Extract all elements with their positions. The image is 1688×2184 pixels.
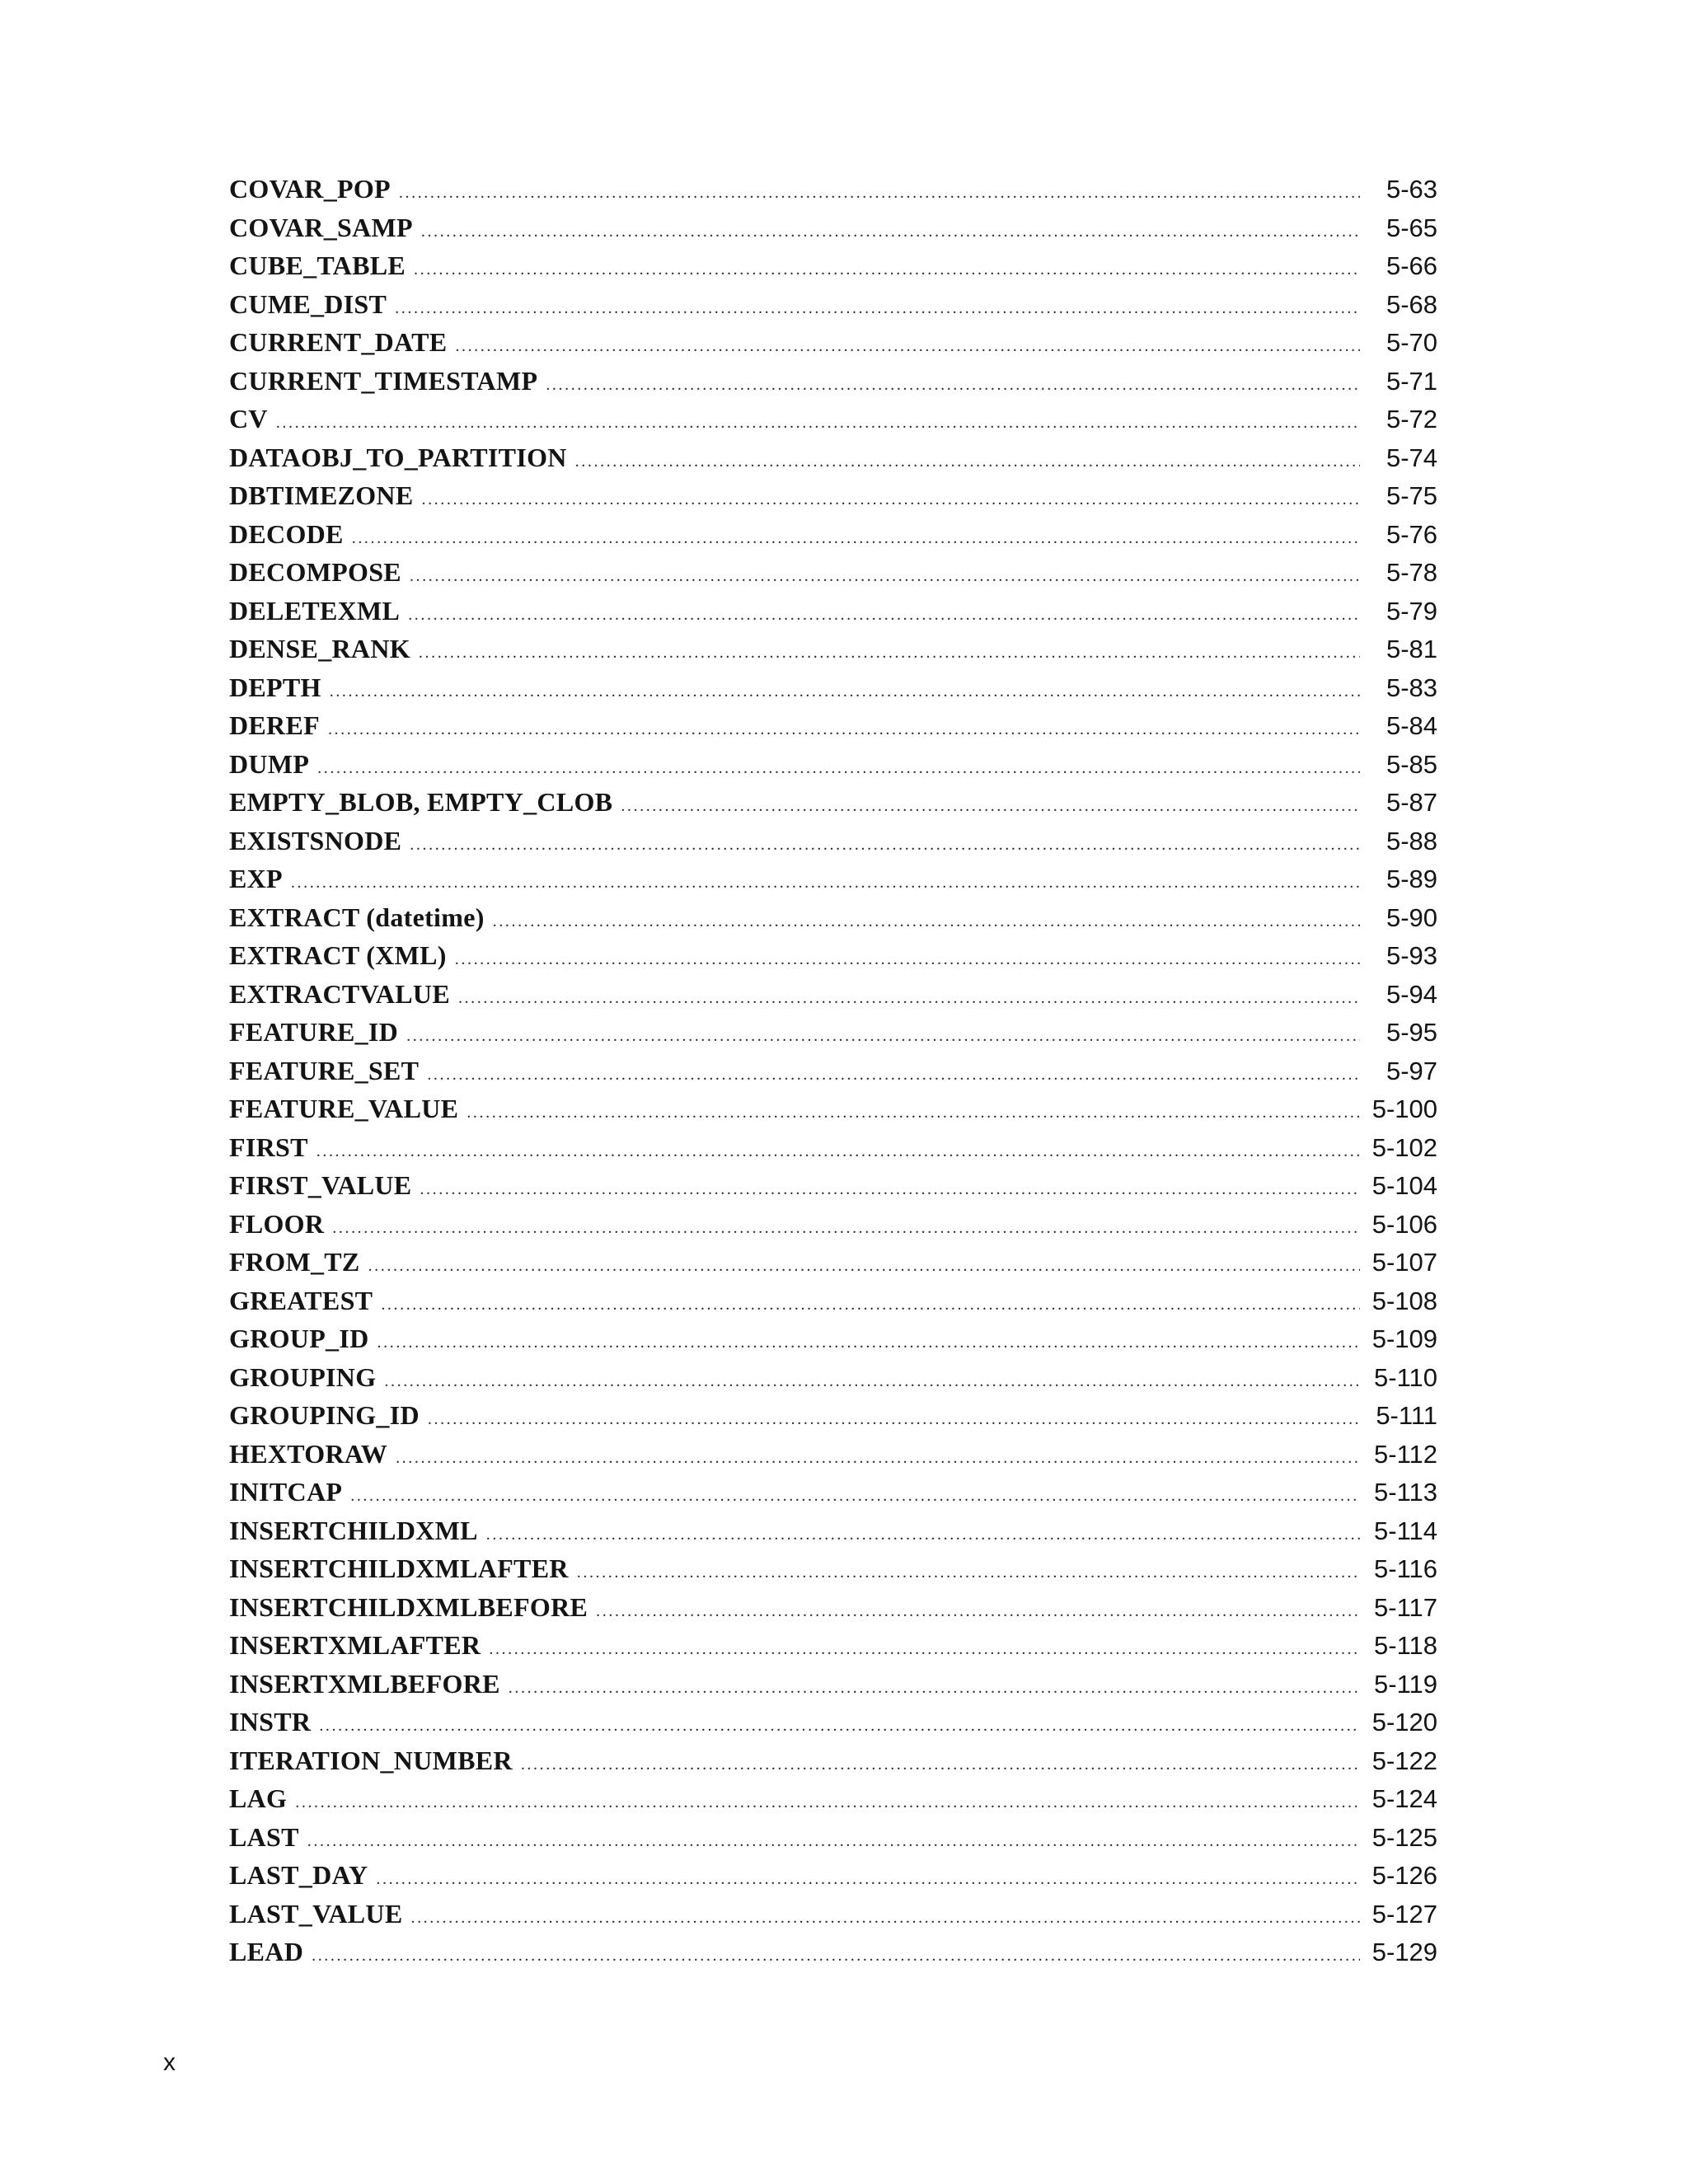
toc-entry-page-number: 5-85 [1386, 749, 1437, 779]
toc-entry-page-number: 5-93 [1386, 941, 1437, 970]
dot-leader [621, 787, 1360, 826]
toc-entry-page-number: 5-129 [1372, 1938, 1437, 1966]
toc-entry[interactable] [229, 1473, 1437, 1511]
toc-entry-page-number: 5-106 [1372, 1209, 1437, 1239]
toc-entry[interactable] [229, 1588, 1437, 1627]
dot-leader [467, 1094, 1360, 1132]
toc-entry-title[interactable]: GREATEST [229, 1285, 373, 1315]
toc-entry-title[interactable]: ITERATION_NUMBER [229, 1745, 513, 1775]
dot-leader [276, 404, 1360, 443]
dot-leader [317, 749, 1360, 788]
toc-entry-title[interactable]: INSTR [229, 1707, 312, 1736]
toc-entry[interactable] [229, 783, 1437, 822]
toc-entry-page-number: 5-117 [1374, 1592, 1437, 1622]
toc-entry[interactable] [229, 898, 1437, 937]
dot-leader [312, 1937, 1360, 1975]
toc-entry-title[interactable]: DBTIMEZONE [229, 480, 414, 510]
toc-entry[interactable] [229, 1895, 1437, 1933]
dot-leader [319, 1707, 1360, 1746]
toc-entry[interactable] [229, 1856, 1437, 1895]
toc-entry-title[interactable]: CURRENT_TIMESTAMP [229, 365, 538, 396]
toc-entry[interactable] [229, 1090, 1437, 1128]
toc-entry-title[interactable]: GROUPING_ID [229, 1400, 420, 1430]
dot-leader [489, 1630, 1360, 1669]
toc-entry-page-number: 5-97 [1386, 1056, 1437, 1085]
table-of-contents [229, 170, 1437, 1971]
toc-entry-title[interactable]: INITCAP [229, 1477, 343, 1507]
toc-entry-page-number: 5-83 [1386, 673, 1437, 702]
toc-entry-title[interactable]: DATAOBJ_TO_PARTITION [229, 442, 567, 472]
toc-entry-title[interactable]: CUBE_TABLE [229, 251, 406, 280]
toc-entry[interactable] [229, 1128, 1437, 1167]
toc-entry-title[interactable]: INSERTXMLBEFORE [229, 1668, 500, 1699]
toc-entry[interactable] [229, 1243, 1437, 1282]
dot-leader [377, 1324, 1360, 1362]
dot-leader [406, 1017, 1360, 1056]
toc-entry[interactable] [229, 936, 1437, 975]
toc-entry[interactable] [229, 246, 1437, 285]
dot-leader [381, 1286, 1360, 1324]
toc-entry[interactable] [229, 1435, 1437, 1474]
dot-leader [295, 1783, 1360, 1822]
toc-entry-page-number: 5-112 [1374, 1439, 1437, 1469]
toc-entry[interactable] [229, 438, 1437, 477]
toc-entry[interactable] [229, 1511, 1437, 1550]
toc-entry[interactable] [229, 1013, 1437, 1052]
toc-entry-title[interactable]: DECOMPOSE [229, 557, 401, 587]
dot-leader [427, 1056, 1360, 1094]
dot-leader [410, 826, 1360, 865]
toc-entry[interactable] [229, 1779, 1437, 1818]
toc-entry[interactable] [229, 362, 1437, 401]
toc-entry-page-number: 5-65 [1386, 213, 1437, 242]
toc-entry-title[interactable]: CV [229, 404, 268, 434]
toc-entry-title[interactable]: DUMP [229, 748, 310, 779]
toc-entry-page-number: 5-75 [1386, 481, 1437, 510]
toc-entry-title[interactable]: INSERTXMLAFTER [229, 1630, 481, 1660]
toc-entry-title[interactable]: LAST_DAY [229, 1860, 368, 1890]
dot-leader [509, 1669, 1360, 1708]
toc-entry[interactable] [229, 1282, 1437, 1320]
toc-entry[interactable] [229, 553, 1437, 592]
toc-entry-title[interactable]: FEATURE_ID [229, 1017, 399, 1047]
toc-entry[interactable] [229, 400, 1437, 438]
toc-entry[interactable] [229, 170, 1437, 209]
toc-entry-title[interactable]: DEREF [229, 710, 320, 740]
toc-entry[interactable] [229, 323, 1437, 362]
toc-entry-page-number: 5-111 [1376, 1401, 1437, 1430]
toc-entry-title[interactable]: LAST [229, 1821, 299, 1852]
toc-entry[interactable] [229, 592, 1437, 630]
toc-entry-title[interactable]: EXTRACT (datetime) [229, 902, 485, 932]
toc-entry-page-number: 5-89 [1386, 865, 1437, 893]
toc-entry-page-number: 5-94 [1386, 979, 1437, 1009]
toc-entry-page-number: 5-113 [1374, 1478, 1437, 1507]
toc-entry[interactable] [229, 668, 1437, 707]
toc-entry[interactable] [229, 209, 1437, 247]
toc-entry-page-number: 5-78 [1386, 558, 1437, 587]
toc-entry-page-number: 5-90 [1386, 902, 1437, 932]
toc-entry-page-number: 5-109 [1372, 1324, 1437, 1353]
dot-leader [376, 1860, 1360, 1899]
toc-entry-page-number: 5-102 [1372, 1132, 1437, 1162]
dot-leader [410, 1899, 1360, 1938]
toc-entry-title[interactable]: INSERTCHILDXMLBEFORE [229, 1591, 588, 1622]
dot-leader [332, 1209, 1360, 1248]
toc-entry[interactable] [229, 1665, 1437, 1704]
toc-entry[interactable] [229, 706, 1437, 745]
toc-entry-title[interactable]: GROUPING [229, 1361, 377, 1392]
toc-entry-title[interactable]: FIRST_VALUE [229, 1170, 412, 1200]
toc-entry[interactable] [229, 1319, 1437, 1358]
toc-entry-page-number: 5-70 [1386, 328, 1437, 357]
toc-entry-title[interactable]: EXTRACT (XML) [229, 940, 447, 970]
dot-leader [421, 213, 1360, 251]
toc-entry-title[interactable]: EXTRACTVALUE [229, 978, 450, 1009]
toc-entry-title[interactable]: FROM_TZ [229, 1247, 360, 1277]
toc-entry-title[interactable]: DELETEXML [229, 595, 401, 626]
dot-leader [596, 1592, 1360, 1631]
toc-entry-page-number: 5-72 [1386, 405, 1437, 434]
dot-leader [455, 940, 1360, 979]
toc-entry[interactable] [229, 1933, 1437, 1971]
toc-entry-title[interactable]: DEPTH [229, 672, 321, 702]
toc-entry-title[interactable]: LEAD [229, 1937, 304, 1966]
dot-leader [330, 673, 1360, 711]
toc-entry-page-number: 5-87 [1386, 788, 1437, 817]
toc-entry-title[interactable]: FIRST [229, 1132, 308, 1162]
dot-leader [458, 979, 1360, 1018]
dot-leader [291, 864, 1360, 902]
toc-entry[interactable] [229, 1205, 1437, 1244]
toc-entry-title[interactable]: CUME_DIST [229, 288, 387, 319]
toc-entry[interactable] [229, 1396, 1437, 1435]
dot-leader [419, 634, 1360, 673]
toc-entry-page-number: 5-84 [1386, 711, 1437, 740]
dot-leader [384, 1362, 1360, 1401]
toc-entry-page-number: 5-95 [1386, 1018, 1437, 1047]
toc-entry-title[interactable]: GROUP_ID [229, 1324, 369, 1353]
toc-entry-title[interactable]: DECODE [229, 518, 344, 549]
toc-entry-page-number: 5-104 [1372, 1171, 1437, 1200]
dot-leader [396, 1439, 1360, 1478]
toc-entry[interactable] [229, 1052, 1437, 1090]
dot-leader [408, 596, 1360, 635]
toc-entry[interactable] [229, 1741, 1437, 1780]
dot-leader [399, 174, 1360, 213]
dot-leader [307, 1822, 1360, 1861]
dot-leader [328, 710, 1360, 749]
toc-entry-title[interactable]: COVAR_SAMP [229, 212, 413, 242]
toc-entry[interactable] [229, 822, 1437, 860]
toc-entry[interactable] [229, 285, 1437, 324]
toc-entry-page-number: 5-116 [1374, 1554, 1437, 1583]
dot-leader [493, 902, 1360, 941]
toc-entry[interactable] [229, 975, 1437, 1014]
dot-leader [521, 1746, 1360, 1784]
toc-entry-page-number: 5-126 [1372, 1861, 1437, 1890]
toc-entry-page-number: 5-107 [1372, 1248, 1437, 1277]
toc-entry-page-number: 5-76 [1386, 519, 1437, 549]
toc-entry-page-number: 5-114 [1374, 1516, 1437, 1545]
toc-entry[interactable] [229, 745, 1437, 784]
toc-entry[interactable] [229, 860, 1437, 898]
toc-entry-page-number: 5-125 [1372, 1822, 1437, 1852]
toc-entry-title[interactable]: DENSE_RANK [229, 634, 410, 663]
toc-entry-page-number: 5-127 [1372, 1899, 1437, 1929]
dot-leader [455, 327, 1360, 366]
dot-leader [428, 1400, 1360, 1439]
dot-leader [352, 519, 1360, 558]
toc-entry-page-number: 5-118 [1374, 1631, 1437, 1660]
toc-entry-title[interactable]: FEATURE_SET [229, 1055, 420, 1085]
dot-leader [421, 480, 1360, 519]
toc-entry-page-number: 5-88 [1386, 826, 1437, 855]
toc-entry[interactable] [229, 630, 1437, 668]
toc-entry-title[interactable]: HEXTORAW [229, 1438, 388, 1469]
toc-entry-title[interactable]: COVAR_POP [229, 174, 391, 204]
toc-entry-page-number: 5-68 [1386, 289, 1437, 319]
dot-leader [410, 557, 1360, 596]
dot-leader [316, 1132, 1360, 1171]
toc-entry-title[interactable]: EXISTSNODE [229, 825, 402, 855]
toc-entry-page-number: 5-108 [1372, 1286, 1437, 1315]
toc-entry-title[interactable]: FEATURE_VALUE [229, 1094, 459, 1123]
page-number: x [163, 2049, 176, 2076]
toc-entry-title[interactable]: INSERTCHILDXMLAFTER [229, 1554, 569, 1583]
toc-entry-title[interactable]: CURRENT_DATE [229, 327, 448, 357]
toc-entry-page-number: 5-74 [1386, 443, 1437, 472]
toc-entry[interactable] [229, 1166, 1437, 1205]
dot-leader [350, 1477, 1360, 1516]
toc-entry-page-number: 5-66 [1386, 251, 1437, 280]
toc-entry-page-number: 5-71 [1386, 366, 1437, 396]
toc-entry[interactable] [229, 1703, 1437, 1741]
dot-leader [546, 366, 1360, 405]
toc-entry[interactable] [229, 1626, 1437, 1665]
toc-entry-page-number: 5-79 [1386, 596, 1437, 626]
toc-entry-page-number: 5-124 [1372, 1784, 1437, 1813]
dot-leader [395, 289, 1360, 328]
dot-leader [368, 1247, 1360, 1286]
toc-entry[interactable] [229, 1549, 1437, 1588]
toc-entry-page-number: 5-122 [1372, 1746, 1437, 1775]
toc-entry[interactable] [229, 1818, 1437, 1857]
dot-leader [486, 1516, 1360, 1554]
dot-leader [420, 1170, 1360, 1209]
toc-entry-page-number: 5-110 [1374, 1362, 1437, 1392]
toc-entry-title[interactable]: EXP [229, 864, 283, 893]
toc-entry-page-number: 5-100 [1372, 1094, 1437, 1123]
toc-entry[interactable] [229, 476, 1437, 515]
toc-entry[interactable] [229, 515, 1437, 554]
toc-entry-page-number: 5-119 [1374, 1669, 1437, 1699]
toc-entry-title[interactable]: EMPTY_BLOB, EMPTY_CLOB [229, 787, 613, 817]
toc-entry-title[interactable]: INSERTCHILDXML [229, 1515, 478, 1545]
dot-leader [414, 251, 1360, 289]
toc-entry-title[interactable]: LAST_VALUE [229, 1898, 403, 1929]
dot-leader [577, 1554, 1360, 1592]
toc-entry[interactable] [229, 1358, 1437, 1397]
toc-entry-page-number: 5-63 [1386, 175, 1437, 204]
toc-entry-title[interactable]: LAG [229, 1783, 288, 1813]
dot-leader [575, 443, 1360, 481]
toc-entry-title[interactable]: FLOOR [229, 1208, 325, 1239]
toc-entry-page-number: 5-81 [1386, 635, 1437, 663]
toc-entry-page-number: 5-120 [1372, 1708, 1437, 1736]
